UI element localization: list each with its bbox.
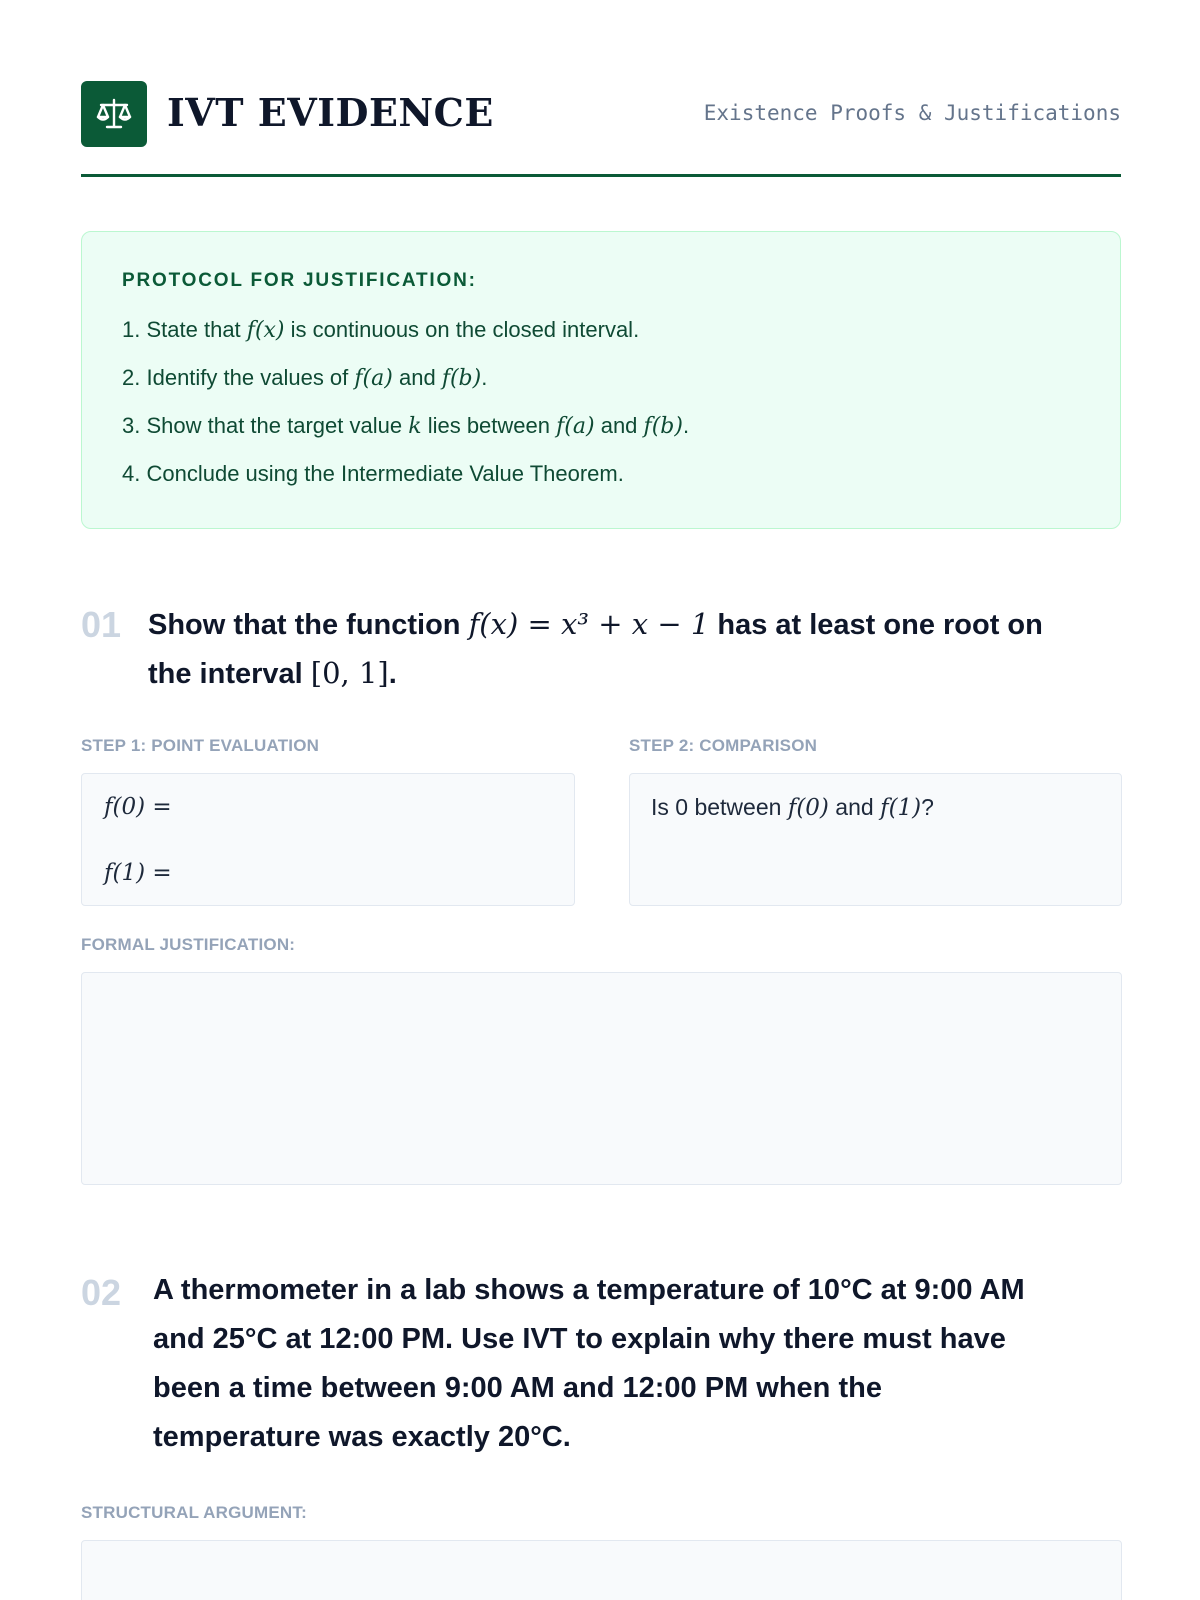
balance-scale-icon xyxy=(94,94,134,134)
protocol-box xyxy=(81,231,1121,529)
formal-justification-box[interactable] xyxy=(81,972,1122,1185)
point-evaluation-box[interactable] xyxy=(81,773,575,906)
brand-title: IVT EVIDENCE xyxy=(167,90,494,135)
comparison-box[interactable] xyxy=(629,773,1122,906)
protocol-item: 3. Show that the target value k lies between f(a) and f(b). xyxy=(122,413,690,439)
question-number: 02 xyxy=(81,1272,122,1313)
tagline: Existence Proofs & Justifications xyxy=(703,101,1121,125)
question-number: 01 xyxy=(81,604,122,645)
question-prompt: Show that the function f(x) = x³ + x − 1 has at least one root on the interval [0, 1]. xyxy=(148,607,1043,690)
page-header xyxy=(81,81,1121,177)
protocol-item: 4. Conclude using the Intermediate Value Theorem. xyxy=(122,461,624,486)
step1-label: STEP 1: POINT EVALUATION xyxy=(81,736,320,755)
question-prompt: A thermometer in a lab shows a temperature of 10°C at 9:00 AM and 25°C at 12:00 PM. Use IVT to explain why there must have been a time between 9:00 AM and 12:00 PM when the temperature was exactly 20°C. xyxy=(153,1274,1025,1453)
logo xyxy=(81,81,147,147)
protocol-title: PROTOCOL FOR JUSTIFICATION: xyxy=(122,270,477,291)
step2-label: STEP 2: COMPARISON xyxy=(629,736,818,755)
protocol-item: 1. State that f(x) is continuous on the closed interval. xyxy=(122,317,640,343)
protocol-item: 2. Identify the values of f(a) and f(b). xyxy=(122,365,488,391)
formal-justification-label: FORMAL JUSTIFICATION: xyxy=(81,935,296,954)
f1-line: f(1) = xyxy=(104,860,172,886)
f0-line: f(0) = xyxy=(104,794,172,820)
protocol-list xyxy=(122,306,1080,497)
structural-argument-box[interactable] xyxy=(81,1540,1122,1600)
comparison-prompt: Is 0 between f(0) and f(1)? xyxy=(651,794,934,821)
structural-argument-label: STRUCTURAL ARGUMENT: xyxy=(81,1503,307,1522)
